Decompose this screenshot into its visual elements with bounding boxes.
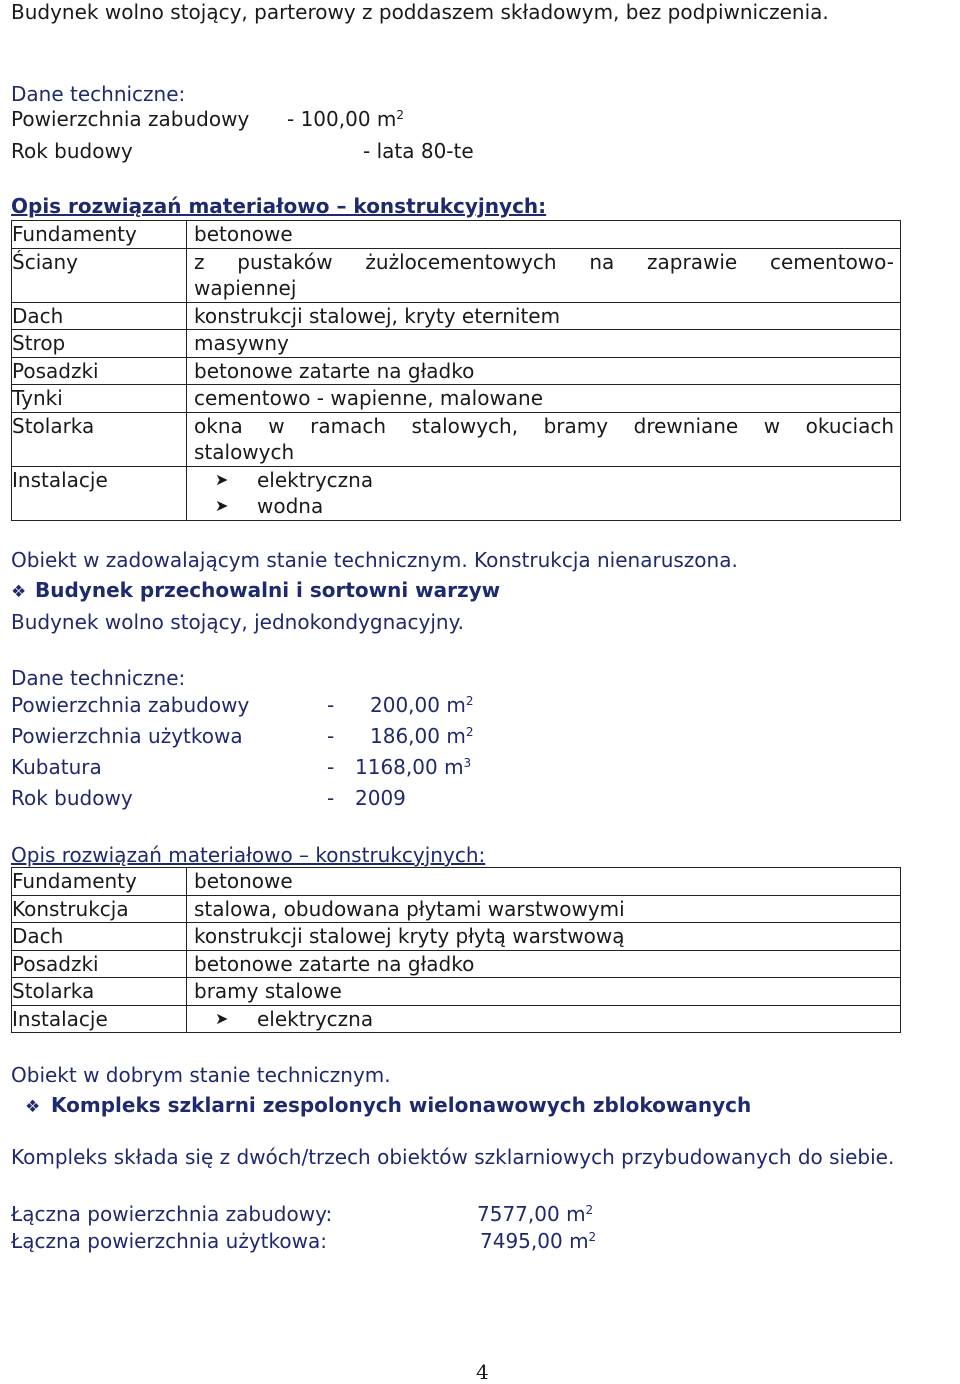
param-label: Kubatura [11,755,102,779]
table-row [12,248,901,302]
table-row [12,330,901,358]
row-label: Stolarka [12,978,187,1006]
row-label: Instalacje [12,466,187,520]
row-value: okna w ramach stalowych, bramy drewniane w okuciach stalowych [187,412,901,466]
materials-table-1 [11,220,901,521]
param-value: 1168,00 $m^3$ [355,755,472,779]
tech-heading-2: Dane techniczne: [11,666,186,690]
param-label: Rok budowy [11,786,133,810]
condition-1: Obiekt w zadowalającym stanie technicznym. Konstrukcja nienaruszona. [11,548,738,572]
row-label: Dach [12,923,187,951]
row-value: konstrukcji stalowej, kryty eternitem [187,302,901,330]
table-row [12,950,901,978]
row-label: Dach [12,302,187,330]
row-label: Posadzki [12,950,187,978]
row-value: betonowe zatarte na gładko [187,357,901,385]
materials-heading-1: Opis rozwiązań materiałowo – konstrukcyjnych: [11,194,547,218]
param-dash: - [327,786,335,810]
row-label: Tynki [12,385,187,413]
param-dash: - [327,724,335,748]
four-diamond-icon: ❖ [25,1097,41,1117]
row-value: betonowe [187,868,901,896]
area-value-1: - 100,00 $m^2$ [287,107,405,131]
row-label: Fundamenty [12,221,187,249]
row-value: konstrukcji stalowej kryty płytą warstwową [187,923,901,951]
row-label: Stolarka [12,412,187,466]
param-value: 186,00 $m^2$ [370,724,474,748]
param-dash: - [327,693,335,717]
param-value: 200,00 $m^2$ [370,693,474,717]
section-title-2: ❖ Budynek przechowalni i sortowni warzyw [11,578,501,602]
year-value-1: - lata 80-te [363,139,474,163]
row-value: z pustaków żużlocementowych na zaprawie cementowo- wapiennej [187,248,901,302]
table-row [12,302,901,330]
param-label: Powierzchnia zabudowy [11,693,250,717]
total-label: Łączna powierzchnia użytkowa: [11,1229,327,1253]
total-value: 7495,00 $m^2$ [480,1229,597,1253]
table-row [12,978,901,1006]
table-row [12,895,901,923]
four-diamond-icon: ❖ [11,582,27,602]
param-dash: - [327,755,335,779]
param-value: 2009 [355,786,406,810]
row-value: bramy stalowe [187,978,901,1006]
row-value: ➤ elektryczna [187,1005,901,1033]
intro-3: Kompleks składa się z dwóch/trzech obiektów szklarniowych przybudowanych do siebie. [11,1145,895,1169]
table-row [12,221,901,249]
materials-table-2 [11,867,901,1033]
intro-2: Budynek wolno stojący, jednokondygnacyjny. [11,610,464,634]
materials-heading-2: Opis rozwiązań materiałowo – konstrukcyjnych: [11,843,486,867]
row-value: masywny [187,330,901,358]
row-label: Ściany [12,248,187,302]
row-value: betonowe [187,221,901,249]
row-label: Strop [12,330,187,358]
arrowhead-icon: ➤ [215,496,229,515]
table-row [12,357,901,385]
row-value: ➤ elektryczna ➤ wodna [187,466,901,520]
param-label: Powierzchnia użytkowa [11,724,243,748]
row-value: cementowo - wapienne, malowane [187,385,901,413]
section-title-3: ❖ Kompleks szklarni zespolonych wielonawowych zblokowanych [11,1093,751,1119]
row-value: betonowe zatarte na gładko [187,950,901,978]
year-label-1: Rok budowy [11,139,133,163]
area-label-1: Powierzchnia zabudowy [11,107,250,131]
table-row [12,868,901,896]
row-label: Konstrukcja [12,895,187,923]
arrowhead-icon: ➤ [215,1008,229,1028]
table-row [12,385,901,413]
table-row [12,923,901,951]
row-label: Instalacje [12,1005,187,1033]
row-label: Fundamenty [12,868,187,896]
condition-2: Obiekt w dobrym stanie technicznym. [11,1063,391,1087]
total-label: Łączna powierzchnia zabudowy: [11,1202,333,1226]
tech-heading-1: Dane techniczne: [11,82,186,106]
row-value: stalowa, obudowana płytami warstwowymi [187,895,901,923]
row-label: Posadzki [12,357,187,385]
table-row [12,466,901,520]
intro-line: Budynek wolno stojący, parterowy z poddaszem składowym, bez podpiwniczenia. [11,0,829,24]
page-number: 4 [476,1360,489,1384]
table-row [12,412,901,466]
arrowhead-icon: ➤ [215,469,229,489]
total-value: 7577,00 $m^2$ [477,1202,594,1226]
table-row [12,1005,901,1033]
